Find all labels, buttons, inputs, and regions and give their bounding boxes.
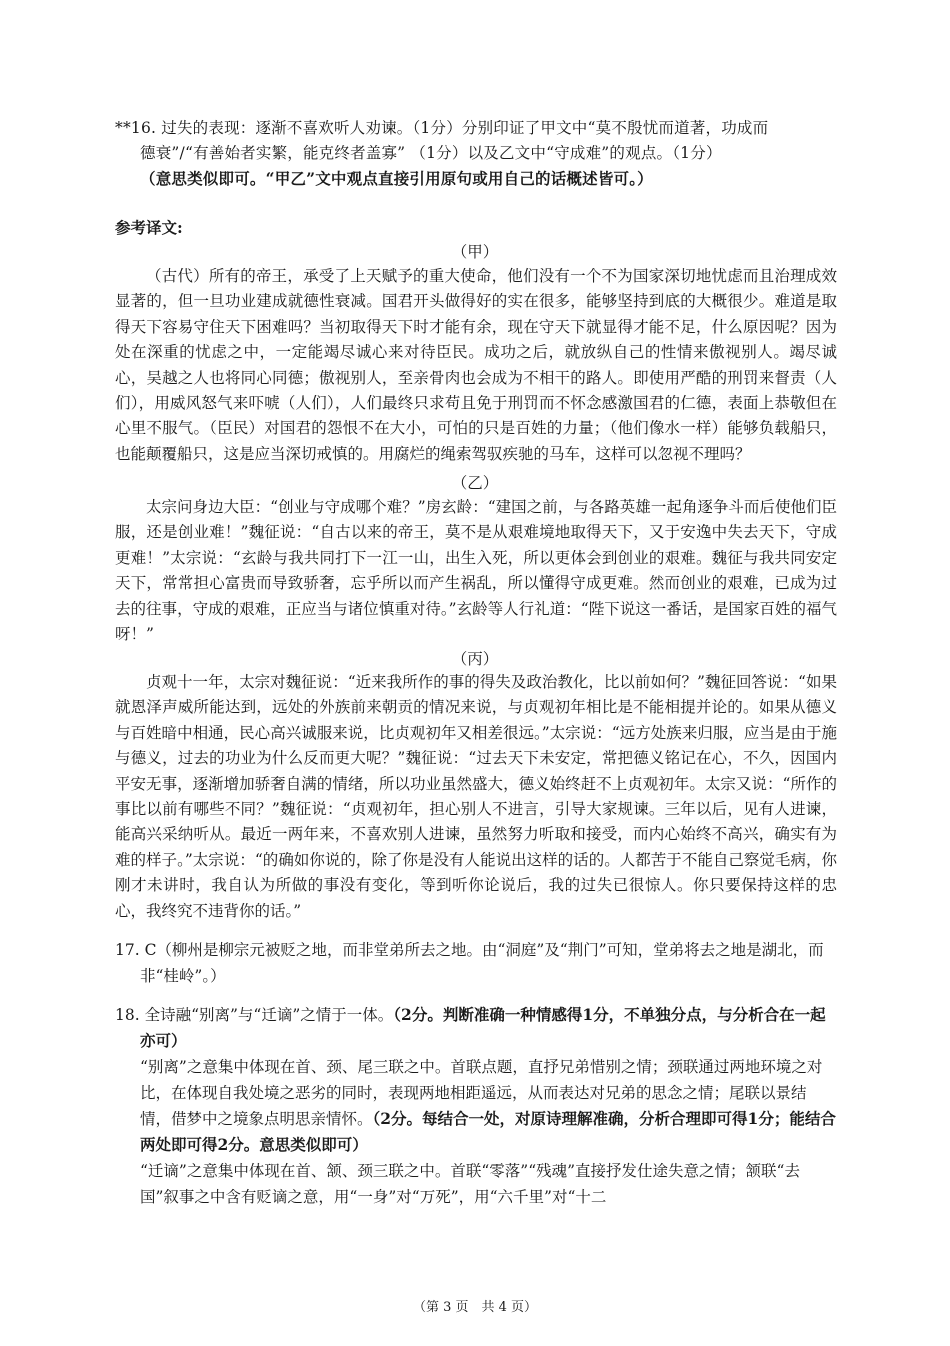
answer-16-line1: **16. 过失的表现：逐渐不喜欢听人劝谏。（1分）分别印证了甲文中“莫不殷忧而道著，功成而 (115, 119, 769, 137)
answer-17 (115, 937, 837, 989)
answer-18-intro-text: 18. 全诗融“别离”与“迁谪”之情于一体。 (115, 1006, 394, 1024)
reference-heading: 参考译文: (115, 218, 183, 237)
answer-18-para2: “迁谪”之意集中体现在首、颔、颈三联之中。首联“零落”“残魂”直接抒发仕途失意之情；颔联“去国”叙事之中含有贬谪之意，用“一身”对“万死”，用“六千里”对“十二 (140, 1162, 800, 1206)
answer-18-para1-text: “别离”之意集中体现在首、颈、尾三联之中。首联点题，直抒兄弟惜别之情；颈联通过两地环境之对比，在体现自我处境之恶劣的同时，表现两地相距遥远，从而表达对兄弟的思念之情；尾联以景结情，借梦中之境象点明思亲情怀。 (140, 1058, 823, 1128)
answer-16-line2: 德衰”/“有善始者实繁，能克终者盖寡” （1分）以及乙文中“守成难”的观点。（1分） (140, 144, 722, 162)
translation-bing: 贞观十一年，太宗对魏征说：“近来我所作的事的得失及政治教化，比以前如何？”魏征回答说：“如果就恩泽声威所能达到，远处的外族前来朝贡的情况来说，与贞观初年相比是不能相提并论的。如果从德义与百姓暗中相通，民心高兴诚服来说，比贞观初年又相差很远。”太宗说：“远方处族来归服，应当是由于施与德义，过去的功业为什么反而更大呢？”魏征说：“过去天下未安定，常把德义铭记在心，不久，因国内平安无事，逐渐增加骄奢自满的情绪，所以功业虽然盛大，德义始终赶不上贞观初年。太宗又说：“所作的事比以前有哪些不同？”魏征说：“贞观初年，担心别人不进言，引导大家规谏。三年以后，见有人进谏，能高兴采纳听从。最近一两年来，不喜欢别人进谏，虽然努力听取和接受，而内心始终不高兴，确实有为难的样子。”太宗说：“的确如你说的，除了你是没有人能说出这样的话的。人都苦于不能自己察觉毛病，你刚才未讲时，我自认为所做的事没有变化，等到听你论说后，我的过失已很惊人。你只要保持这样的忠心，我终究不违背你的话。” (115, 673, 837, 920)
page-footer: （第 3 页 共 4 页） (412, 1300, 538, 1315)
section-title-bing: （丙） (451, 650, 499, 668)
answer-18-para1 (115, 1054, 837, 1158)
translation-yi: 太宗问身边大臣：“创业与守成哪个难？”房玄龄：“建国之前，与各路英雄一起角逐争斗而后使他们臣服，还是创业难！”魏征说：“自古以来的帝王，莫不是从艰难境地取得天下，又于安逸中失去天下，守成更难！”太宗说：“玄龄与我共同打下一江一山，出生入死，所以更体会到创业的艰难。魏征与我共同安定天下，常常担心富贵而导致骄奢，忘乎所以而产生祸乱，所以懂得守成更难。然而创业的艰难，已成为过去的往事，守成的艰难，正应当与诸位慎重对待。”玄龄等人行礼道：“陛下说这一番话，是国家百姓的福气呀！” (115, 498, 837, 644)
translation-jia: （古代）所有的帝王，承受了上天赋予的重大使命，他们没有一个不为国家深切地忧虑而且治理成效显著的，但一旦功业建成就德性衰减。国君开头做得好的实在很多，能够坚持到底的大概很少。难道是取得天下容易守住天下困难吗？当初取得天下时才能有余，现在守天下就显得才能不足，什么原因呢？因为处在深重的忧虑之中，一定能竭尽诚心来对待臣民。成功之后，就放纵自己的性情来傲视别人。竭尽诚心，吴越之人也将同心同德；傲视别人，至亲骨肉也会成为不相干的路人。即使用严酷的刑罚来督责（人们），用威风怒气来吓唬（人们），人们最终只求苟且免于刑罚而不怀念感激国君的仁德，表面上恭敬但在心里不服气。（臣民）对国君的怨恨不在大小，可怕的只是百姓的力量；（他们像水一样）能够负载船只，也能颠覆船只，这是应当深切戒慎的。用腐烂的绳索驾驭疾驰的马车，这样可以忽视不理吗？ (115, 267, 837, 463)
section-title-jia: （甲） (451, 243, 499, 261)
answer-18-intro (115, 1002, 837, 1054)
answer-16-note: （意思类似即可。“甲乙”文中观点直接引用原句或用自己的话概述皆可。） (140, 169, 653, 188)
answer-18 (115, 1002, 837, 1210)
answer-17-text: 17. C（柳州是柳宗元被贬之地，而非堂弟所去之地。由“洞庭”及“荆门”可知，堂弟将去之地是湖北，而非“桂岭”。） (115, 941, 824, 985)
answer-16 (115, 116, 837, 191)
answer-18-intro-note: （2分。判断准确一种情感得1分，不单独分点，与分析合在一起亦可） (140, 1005, 826, 1050)
section-title-yi: （乙） (451, 474, 499, 492)
answer-18-para1-note: （2分。每结合一处，对原诗理解准确，分析合理即可得1分；能结合两处即可得2分。意思类似即可） (140, 1109, 836, 1154)
